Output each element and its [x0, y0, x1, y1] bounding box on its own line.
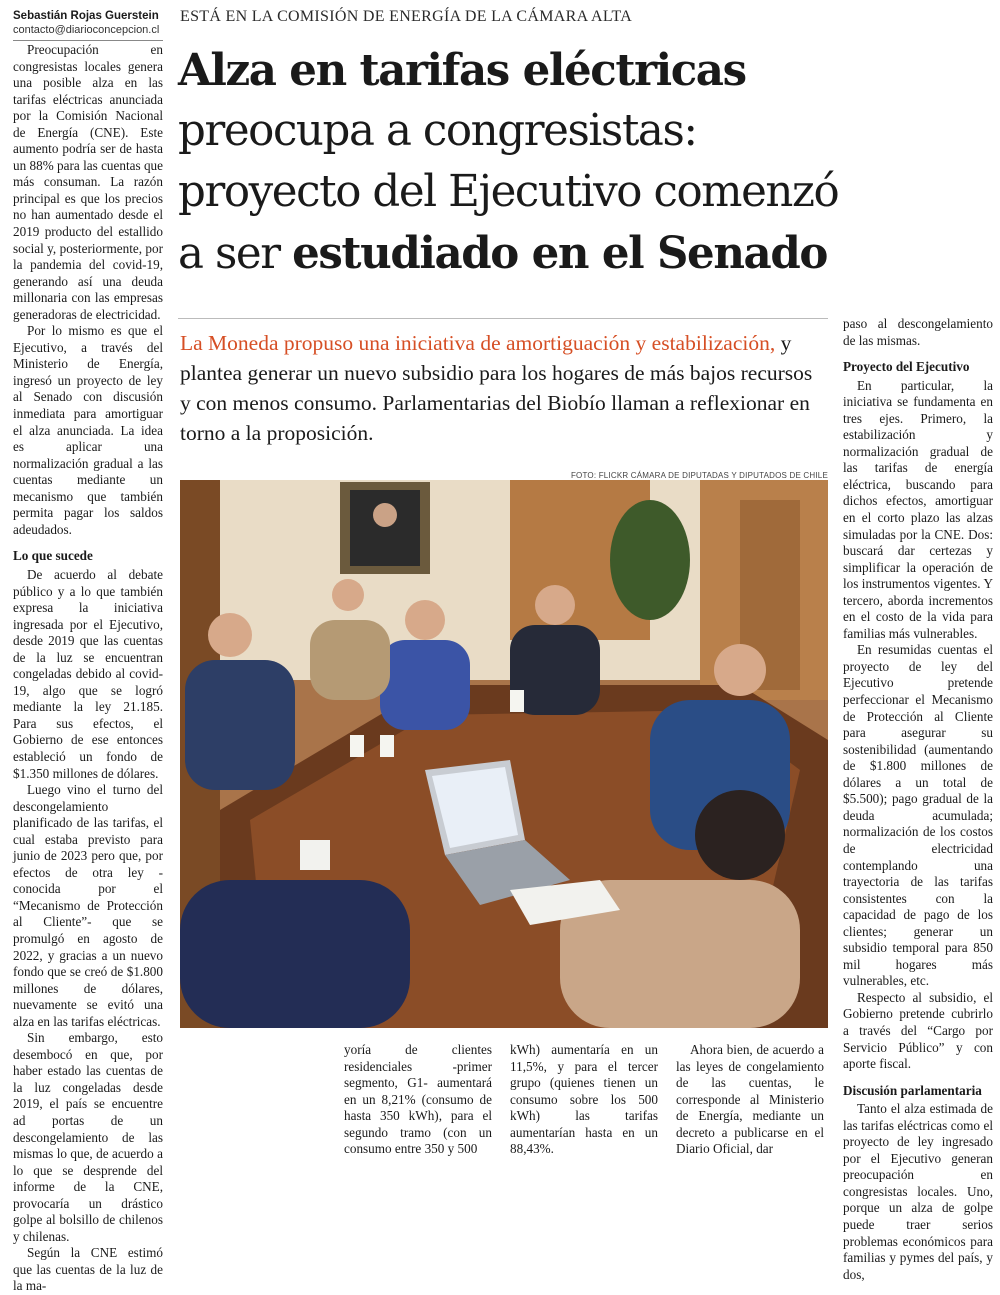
- paragraph: paso al descongelamiento de las mismas.: [843, 316, 993, 348]
- lede-text: y plantea generar un nuevo subsidio para los hogares de más bajos recursos y con menos consumo. Parlamentarias del Biobío llaman a reflexionar en torno a la proposición.: [180, 331, 813, 445]
- subheading-discusion-parlamentaria: Discusión parlamentaria: [843, 1082, 982, 1098]
- meeting-photo: [180, 480, 828, 1028]
- paragraph: kWh) aumentaría en un 11,5%, y para el tercer grupo (quienes tienen un consumo sobre los 500 kWh) las tarifas aumentarían hasta en un 88,43%.: [510, 1042, 658, 1157]
- paragraph: Sin embargo, esto desembocó en que, por haber estado las cuentas de la luz congeladas desde 2019, el país se encuentre ad portas de un descongelamiento de las mismas lo que, de acuerdo a lo que se desprende del informe de la CNE, provocaría un drástico golpe al bolsillo de chilenos y chilenas.: [13, 1030, 163, 1244]
- paragraph: En resumidas cuentas el proyecto de ley del Ejecutivo pretende perfeccionar el Mecanismo de Protección al Cliente para asegurar su sostenibilidad (aumentando de $1.800 millones de dólares a un total de $5.500); pago gradual de la deuda acumulada; normalización de los costos de electricidad contemplando una trayectoria de las tarifas consistentes con la capacidad de pago de los clientes; generar un subsidio temporal para 850 mil hogares más vulnerables, etc.: [843, 642, 993, 989]
- paragraph: Tanto el alza estimada de las tarifas eléctricas como el proyecto de ley ingresado por el Ejecutivo generan preocupación en congresistas locales. Uno, porque un alza de golpe puede traer serios problemas económicos para familias y pymes del país, y dos,: [843, 1101, 993, 1282]
- subheading-lo-que-sucede: Lo que sucede: [13, 548, 93, 564]
- headline-line-4-bold: estudiado en el Senado: [292, 228, 827, 279]
- byline-divider: [13, 40, 163, 41]
- paragraph: Por lo mismo es que el Ejecutivo, a través del Ministerio de Energía, ingresó un proyecto de ley al Senado con discusión inmediata para amortiguar el alza anunciada. La idea es aplicar una normalización gradual a las cuentas mediante un mecanismo que también permita pagar los saldos adeudados.: [13, 323, 163, 537]
- headline-line-1: Alza en tarifas eléctricas: [178, 45, 746, 96]
- paragraph: Respecto al subsidio, el Gobierno pretende cubrirlo a través del “Cargo por Servicio Público” y con aporte fiscal.: [843, 989, 993, 1072]
- column-3-bottom: [510, 1042, 658, 1158]
- paragraph: En particular, la iniciativa se fundamenta en tres ejes. Primero, la estabilización y normalización gradual de las tarifas de energía eléctrica, buscando para dichos efectos, amortiguar en el corto plazo las alzas simuladas por la CNE. Dos: buscará dar certezas y simplificar la operación de los instrumentos vigentes. Y tercero, aborda incrementos en el costo de la vida para familias más vulnerables.: [843, 377, 993, 641]
- paragraph: Ahora bien, de acuerdo a las leyes de congelamiento de las cuentas, le corresponde al Ministerio de Energía, mediante un decreto a publicarse en el Diario Oficial, dar: [676, 1042, 824, 1157]
- column-5: [843, 316, 993, 1283]
- subheading-proyecto-del-ejecutivo: Proyecto del Ejecutivo: [843, 359, 970, 375]
- column-1: [13, 42, 163, 1295]
- headline-line-4-light: a ser: [178, 229, 293, 279]
- paragraph: yoría de clientes residenciales -primer segmento, G1- aumentará en un 8,21% (consumo de hasta 350 kWh), para el segundo tramo (con un consumo entre 350 y 500: [344, 1042, 492, 1157]
- column-2-bottom: [344, 1042, 492, 1158]
- photo-credit: FOTO: FLICKR CÁMARA DE DIPUTADAS Y DIPUTADOS DE CHILE: [570, 471, 828, 480]
- headline: [178, 40, 993, 285]
- lede: [180, 328, 828, 448]
- lede-highlight: La Moneda propuso una iniciativa de amortiguación y estabilización,: [180, 331, 776, 355]
- column-4-bottom: [676, 1042, 824, 1158]
- author-email[interactable]: contacto@diarioconcepcion.cl: [13, 24, 160, 36]
- kicker: ESTÁ EN LA COMISIÓN DE ENERGÍA DE LA CÁMARA ALTA: [180, 8, 633, 25]
- paragraph: Luego vino el turno del descongelamiento planificado de las tarifas, el cual estaba previsto para junio de 2023 pero que, por efectos de otra ley -conocida por el “Mecanismo de Protección al Cliente”- que se promulgó en agosto de 2022, y gracias a un nuevo fondo que se creó de $1.800 millones de dólares, nuevamente se evitó una alza en las tarifas eléctricas.: [13, 782, 163, 1029]
- paragraph: De acuerdo al debate público y a lo que también expresa la iniciativa ingresada por el Ejecutivo, desde 2019 que las cuentas de la luz se encuentran congeladas debido al covid-19, algo que se logró mediante la ley 21.185. Para sus efectos, el Gobierno de ese entonces estableció un fondo de $1.350 millones de dólares.: [13, 566, 163, 781]
- paragraph: Según la CNE estimó que las cuentas de la luz de la ma-: [13, 1245, 163, 1294]
- headline-line-4: [178, 223, 993, 285]
- headline-line-3: proyecto del Ejecutivo comenzó: [178, 167, 839, 217]
- paragraph: Preocupación en congresistas locales genera una posible alza en las tarifas eléctricas anunciada por la Comisión Nacional de Energía (CNE). Este aumento podría ser de hasta un 88% para las cuentas que más consuman. La razón principal es que los precios no han aumentado desde el 2019 producto del estallido social y, posteriormente, por la pandemia del covid-19, generando así una deuda millonaria con las empresas generadoras de electricidad.: [13, 42, 163, 322]
- author-name: Sebastián Rojas Guerstein: [13, 10, 159, 22]
- headline-line-2: preocupa a congresistas:: [178, 106, 697, 156]
- lede-divider: [178, 318, 828, 319]
